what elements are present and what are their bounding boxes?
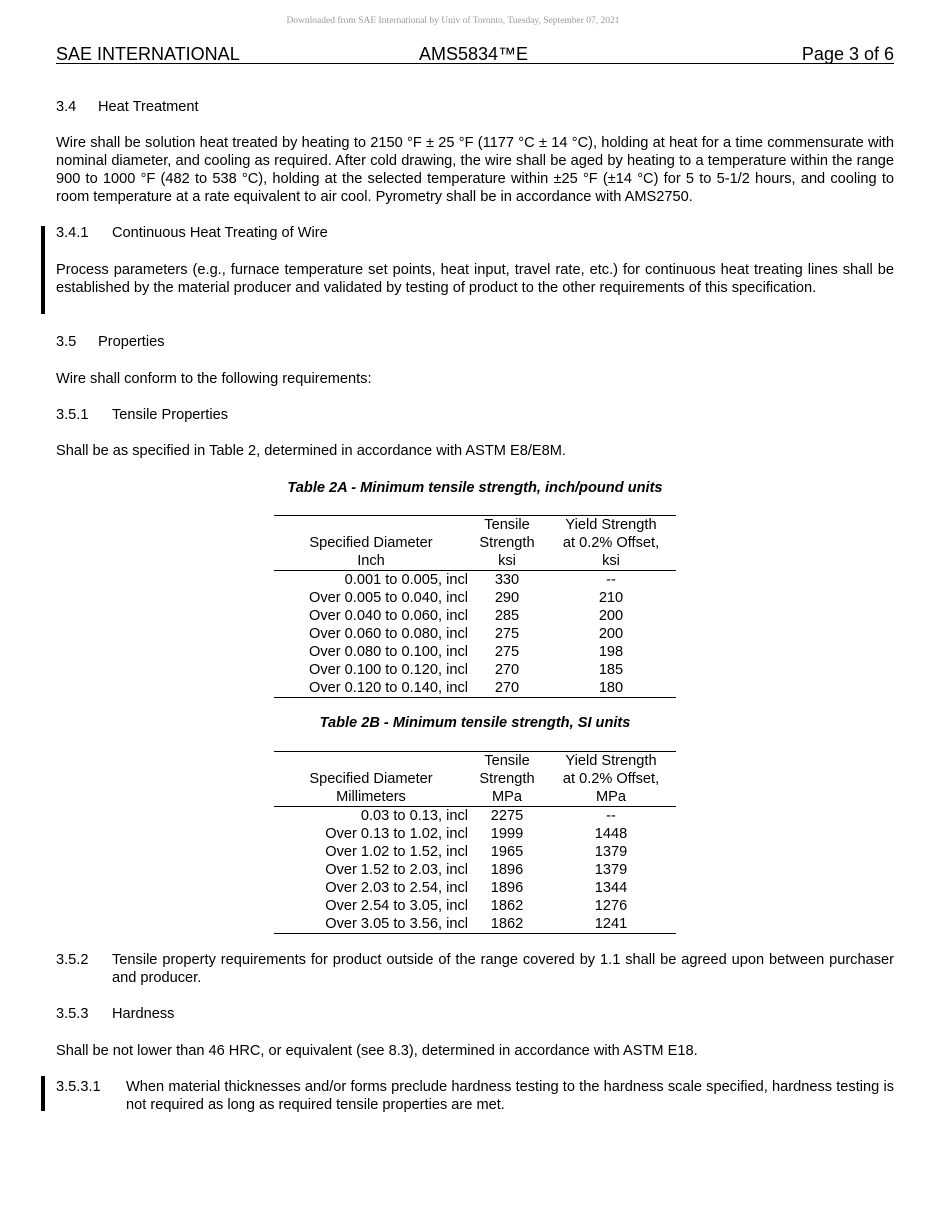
tensile-strength-cell: 270 [494,662,520,678]
diameter-cell: Over 0.040 to 0.060, incl [308,608,468,624]
revision-change-bar [41,226,45,314]
diameter-cell: 0.001 to 0.005, incl [344,572,468,588]
revision-change-bar [41,1076,45,1111]
section-3-5-3-1-body: When material thicknesses and/or forms preclude hardness testing to the hardness scale specified, hardness testing is not required as long as required tensile properties are met. [126,1079,894,1113]
tensile-strength-cell: 1965 [490,844,524,860]
yield-strength-cell: 1379 [594,844,628,860]
section-3-5-1-body: Shall be as specified in Table 2, determined in accordance with ASTM E8/E8M. [56,443,566,459]
table-row [274,897,676,915]
yield-strength-cell: 200 [598,626,624,642]
diameter-cell: Over 0.060 to 0.080, incl [308,626,468,642]
diameter-cell: Over 0.120 to 0.140, incl [308,680,468,696]
tensile-strength-cell: 285 [494,608,520,624]
section-3-5-1-number: 3.5.1 [56,407,89,423]
section-3-4-1-number: 3.4.1 [56,225,89,241]
yield-strength-cell: -- [606,808,616,824]
header-page-number: Page 3 of 6 [801,44,894,64]
diameter-cell: Over 2.54 to 3.05, incl [325,898,468,914]
diameter-cell: Over 3.05 to 3.56, incl [325,916,468,932]
diameter-cell: Over 0.100 to 0.120, incl [308,662,468,678]
tensile-strength-cell: 270 [494,680,520,696]
header-document-number: AMS5834™E [419,44,529,64]
table-row [274,807,676,826]
section-3-4-number: 3.4 [56,99,77,115]
section-3-4-1-title: Continuous Heat Treating of Wire [112,225,328,241]
diameter-cell: Over 2.03 to 2.54, incl [325,880,468,896]
section-3-5-title: Properties [98,334,165,350]
diameter-cell: Over 0.080 to 0.100, incl [308,644,468,660]
download-watermark: Downloaded from SAE International by Univ of Toronto, Tuesday, September 07, 2021 [286,16,620,26]
table-2a-header-yield: Yield Strength at 0.2% Offset, ksi [562,517,660,569]
table-2a-header-diameter: Specified Diameter Inch [309,535,433,569]
table-row [274,589,676,607]
section-3-5-number: 3.5 [56,334,77,350]
table-row [274,825,676,843]
section-3-5-3-title: Hardness [112,1006,175,1022]
section-3-5-2-body: Tensile property requirements for product outside of the range covered by 1.1 shall be agreed upon between purchaser and producer. [112,952,894,986]
tensile-strength-cell: 290 [494,590,520,606]
table-row [274,915,676,934]
table-row [274,879,676,897]
yield-strength-cell: 1241 [594,916,628,932]
tensile-strength-cell: 1896 [490,862,524,878]
section-3-5-3-number: 3.5.3 [56,1006,89,1022]
table-2b-caption: Table 2B - Minimum tensile strength, SI units [319,715,631,731]
tensile-strength-cell: 1862 [490,898,524,914]
yield-strength-cell: 198 [598,644,624,660]
section-3-4-1-body: Process parameters (e.g., furnace temperature set points, heat input, travel rate, etc.) for continuous heat treating lines shall be established by the material producer and validated by testing of product to the other requirements of this specification. [56,262,894,296]
diameter-cell: 0.03 to 0.13, incl [360,808,468,824]
header-rule [56,63,894,64]
table-row [274,607,676,625]
yield-strength-cell: 1276 [594,898,628,914]
tensile-strength-cell: 275 [494,644,520,660]
yield-strength-cell: -- [606,572,616,588]
header-organization: SAE INTERNATIONAL [56,44,240,64]
table-2b [274,751,676,934]
table-2b-header-diameter: Specified Diameter Millimeters [309,771,433,805]
table-2a-caption: Table 2A - Minimum tensile strength, inch/pound units [287,480,663,496]
section-3-5-2-number: 3.5.2 [56,952,89,968]
section-3-4-title: Heat Treatment [98,99,199,115]
diameter-cell: Over 1.02 to 1.52, incl [325,844,468,860]
table-2b-header-tensile: Tensile Strength MPa [479,753,535,805]
table-row [274,571,676,590]
yield-strength-cell: 1379 [594,862,628,878]
tensile-strength-cell: 330 [494,572,520,588]
table-row [274,625,676,643]
section-3-4-body: Wire shall be solution heat treated by heating to 2150 °F ± 25 °F (1177 °C ± 14 °C), holding at heat for a time commensurate with nominal diameter, and cooling as required. After cold drawing, the wire shall be aged by heating to a temperature within the range 900 to 1000 °F (482 to 538 °C), holding at the selected temperature within ±25 °F (±14 °C) for 5 to 5-1/2 hours, and cooling to room temperature at a rate equivalent to air cool. Pyrometry shall be in accordance with AMS2750. [56,135,894,205]
tensile-strength-cell: 1896 [490,880,524,896]
section-3-5-1-title: Tensile Properties [112,407,228,423]
section-3-5-3-1-number: 3.5.3.1 [56,1079,101,1095]
yield-strength-cell: 180 [598,680,624,696]
section-3-5-3-body: Shall be not lower than 46 HRC, or equivalent (see 8.3), determined in accordance with ASTM E18. [56,1043,698,1059]
table-row [274,661,676,679]
table-2b-header-yield: Yield Strength at 0.2% Offset, MPa [562,753,660,805]
yield-strength-cell: 210 [598,590,624,606]
tensile-strength-cell: 1862 [490,916,524,932]
diameter-cell: Over 1.52 to 2.03, incl [325,862,468,878]
table-2a-header-tensile: Tensile Strength ksi [479,517,535,569]
diameter-cell: Over 0.005 to 0.040, incl [308,590,468,606]
yield-strength-cell: 200 [598,608,624,624]
table-row [274,679,676,698]
table-row [274,843,676,861]
diameter-cell: Over 0.13 to 1.02, incl [325,826,468,842]
section-3-5-body: Wire shall conform to the following requirements: [56,371,372,387]
tensile-strength-cell: 1999 [490,826,524,842]
table-row [274,643,676,661]
yield-strength-cell: 185 [598,662,624,678]
yield-strength-cell: 1344 [594,880,628,896]
tensile-strength-cell: 2275 [490,808,524,824]
yield-strength-cell: 1448 [594,826,628,842]
table-2a [274,515,676,698]
tensile-strength-cell: 275 [494,626,520,642]
table-row [274,861,676,879]
